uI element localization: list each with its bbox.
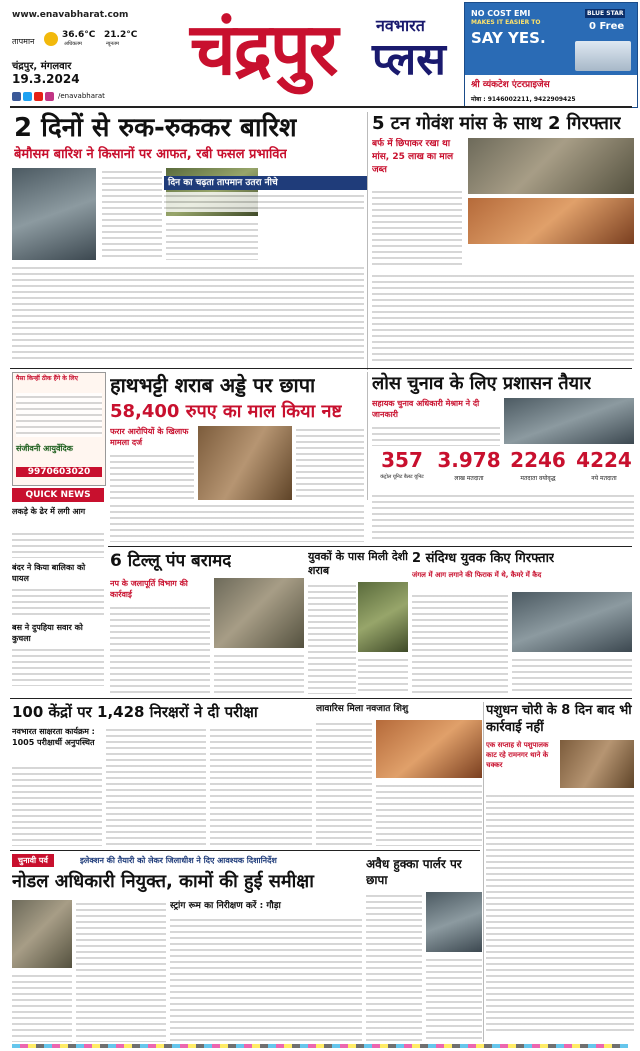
liquor-subhead: 58,400 रुपए का माल किया नष्ट [110,401,342,422]
pumps-body-text-2 [214,652,304,694]
pumps-headline: 6 टिल्लू पंप बरामद [110,551,232,571]
stat-control-units [372,448,432,488]
paper-title: चंद्रपुर [190,7,337,91]
social-icons [12,92,152,102]
cow-photo [468,138,634,194]
officers-body-text-2 [76,900,166,1042]
ad-phone: मोबा : 9146002211, 9422909425 [471,96,576,103]
temp-low-label: न्यूनतम [106,41,119,47]
youtube-icon[interactable] [34,92,43,101]
baby-photo [376,720,482,778]
election-photo [504,398,634,444]
stat-label: नये मतदाता [591,475,617,482]
lead-headline: 2 दिनों से रुक-रुककर बारिश [14,113,297,143]
paper-title-bottom: प्लस [372,34,446,85]
cow-photo-2 [468,198,634,244]
pumps-photo [214,578,304,648]
stat-new-voters [574,448,634,488]
election-headline: लोस चुनाव के लिए प्रशासन तैयार [372,373,592,394]
ad-shop-name: श्री व्यंकटेश एंटरप्राइजेस [471,80,550,90]
issue-date: 19.3.2024 [12,72,80,86]
officers-photo [12,900,72,968]
officers-strap: इलेक्शन की तैयारी को लेकर जिलाधीश ने दिए आवश्यक दिशानिर्देश [80,856,277,865]
ad-brand: BLUE STAR [587,10,624,17]
baby-headline: लावारिस मिला नवजात शिशु [316,704,409,714]
print-color-bar [12,1044,628,1048]
election-body-text [372,424,500,446]
lead-subhead: बेमौसम बारिश ने किसानों पर आफत, रबी फसल प्रभावित [14,147,287,162]
stat-label: लाख मतदाता [454,475,484,482]
instagram-icon[interactable] [45,92,54,101]
weather-widget [12,30,142,50]
exam-body-text-3 [210,726,312,846]
liquor-kicker: फरार आरोपियों के खिलाफ मामला दर्ज [110,427,189,447]
column-divider [367,112,368,370]
strongroom-inset-body [170,916,362,1042]
ayurved-ad-title: पैसा किन्हीं ठीक हैंगे के लिए [16,375,78,382]
cattle-kicker: एक सप्ताह से पशुपालक काट रहे रामनगर थाने के चक्कर [486,741,549,769]
ayurved-ad-name: संजीवनी आयुर्वेदिक [16,444,73,453]
exam-body-text [12,764,102,846]
quick-news-item-3[interactable]: बस ने दुपहिया सवार को कुचला [12,623,83,643]
ad-line2: MAKES IT EASIER TO [471,19,541,26]
cattle-headline: पशुधन चोरी के 8 दिन बाद भी कार्रवाई नहीं [486,703,632,735]
suspects-photo [512,592,632,652]
paper-title-top: नवभारत [376,16,425,35]
election-kicker: सहायक चुनाव अधिकारी मेश्राम ने दी जानकारी [372,399,480,419]
city-day: चंद्रपुर, मंगलवार [12,61,72,72]
cow-body-text-2 [372,272,634,362]
stat-elderly [506,448,570,488]
cattle-body-text [486,792,634,1032]
election-body-text-2 [372,492,634,542]
facebook-icon[interactable] [12,92,21,101]
liquor-body-text-2 [296,426,364,500]
liquor-photo [198,426,292,500]
ad-line1: NO COST EMI [471,9,531,18]
temp-inset-title: दिन का चढ़ता तापमान उतरा नीचे [164,176,368,190]
temp-low: 21.2°C [104,30,138,40]
lead-photo [12,168,96,260]
quick-news-body-2 [12,586,104,618]
header-ad[interactable] [464,2,638,108]
ayurved-ad-box[interactable] [12,372,106,486]
officers-body-text [12,972,72,1042]
cattle-photo [560,740,634,788]
section-rule-2 [108,546,632,547]
lead-body-text-2 [166,220,258,260]
suspects-body-text [412,592,508,694]
lead-body-text-3 [12,264,364,360]
suspects-kicker: जंगल में आग लगाने की फिराक में थे, कैमरे में कैद [412,571,542,579]
section-rule-1 [10,368,632,369]
election-festival-tag: चुनावी पर्व [12,854,54,867]
column-divider-2 [367,372,368,500]
cow-headline: 5 टन गोवंश मांस के साथ 2 गिरफ्तार [372,113,621,134]
baby-body-text-2 [376,782,482,846]
hookah-photo [426,892,482,952]
quick-news-item-1[interactable]: लकड़े के ढेर में लगी आग [12,507,86,516]
baby-body-text [316,720,372,846]
youth-headline: युवकों के पास मिली देशी शराब [308,550,408,577]
stat-voters [436,448,502,488]
temp-inset-body [164,192,364,212]
stat-label: कंट्रोल यूनिट बैलट यूनिट [380,474,424,480]
pumps-body-text [110,604,210,694]
liquor-headline: हाथभट्टी शराब अड्डे पर छापा [110,373,316,397]
exam-body-text-2 [106,726,206,846]
sun-icon [44,32,58,46]
temp-high-label: अधिकतम [64,41,82,47]
ayurved-ad-phone[interactable]: 9970603020 [16,467,102,477]
social-handle[interactable]: /enavabharat [58,92,105,100]
quick-news-body-1 [12,530,104,558]
ad-product-image [575,41,631,71]
pumps-kicker: नप के जलापूर्ति विभाग की कार्रवाई [110,579,188,599]
section-rule-3 [10,698,632,699]
hookah-headline: अवैध हुक्का पार्लर पर छापा [366,857,462,887]
stat-value: 4224 [576,448,632,472]
stat-label: मतदाता वयोवृद्ध [520,475,556,482]
liquor-body-text [110,452,194,500]
suspects-body-text-2 [512,656,632,694]
quick-news-badge: QUICK NEWS [12,488,104,502]
lead-body-text [102,168,162,260]
column-divider-3 [483,702,484,1042]
quick-news-item-2[interactable]: बंदर ने किया बालिका को घायल [12,563,86,583]
masthead-rule [10,106,632,108]
site-url[interactable]: www.enavabharat.com [12,10,129,20]
stat-value: 2246 [510,448,566,472]
election-stats [372,448,634,488]
exam-kicker: नवभारत साक्षरता कार्यक्रम : 1005 परीक्षार्थी अनुपस्थित [12,727,95,747]
temp-high: 36.6°C [62,30,96,40]
liquor-body-text-3 [110,502,364,542]
stat-value: 357 [381,448,423,472]
quick-news-body-3 [12,646,104,686]
officers-headline: नोडल अधिकारी नियुक्त, कामों की हुई समीक्षा [12,871,314,892]
hookah-body-text-2 [426,956,482,1042]
ad-offer: 0 Free [589,21,625,32]
cow-subhead: बर्फ में छिपाकर रखा था मांस, 25 लाख का माल जब्त [372,139,454,175]
section-rule-4 [10,850,480,851]
youth-photo [358,582,408,652]
ayurved-ad-body [16,393,102,437]
hookah-body-text [366,892,422,1042]
strongroom-inset-title: स्ट्रांग रूम का निरीक्षण करें : गौड़ा [170,901,281,911]
youth-body-text-2 [358,656,408,694]
exam-headline: 100 केंद्रों पर 1,428 निरक्षरों ने दी परीक्षा [12,703,258,721]
ad-line3: SAY YES. [471,29,546,47]
youth-body-text [308,582,356,694]
twitter-icon[interactable] [23,92,32,101]
stat-value: 3.978 [437,448,501,472]
cow-body-text [372,188,462,268]
ad-shop-strip [465,75,637,107]
masthead [0,0,640,108]
suspects-headline: 2 संदिग्ध युवक किए गिरफ्तार [412,551,555,566]
temp-label: तापमान [12,37,35,46]
